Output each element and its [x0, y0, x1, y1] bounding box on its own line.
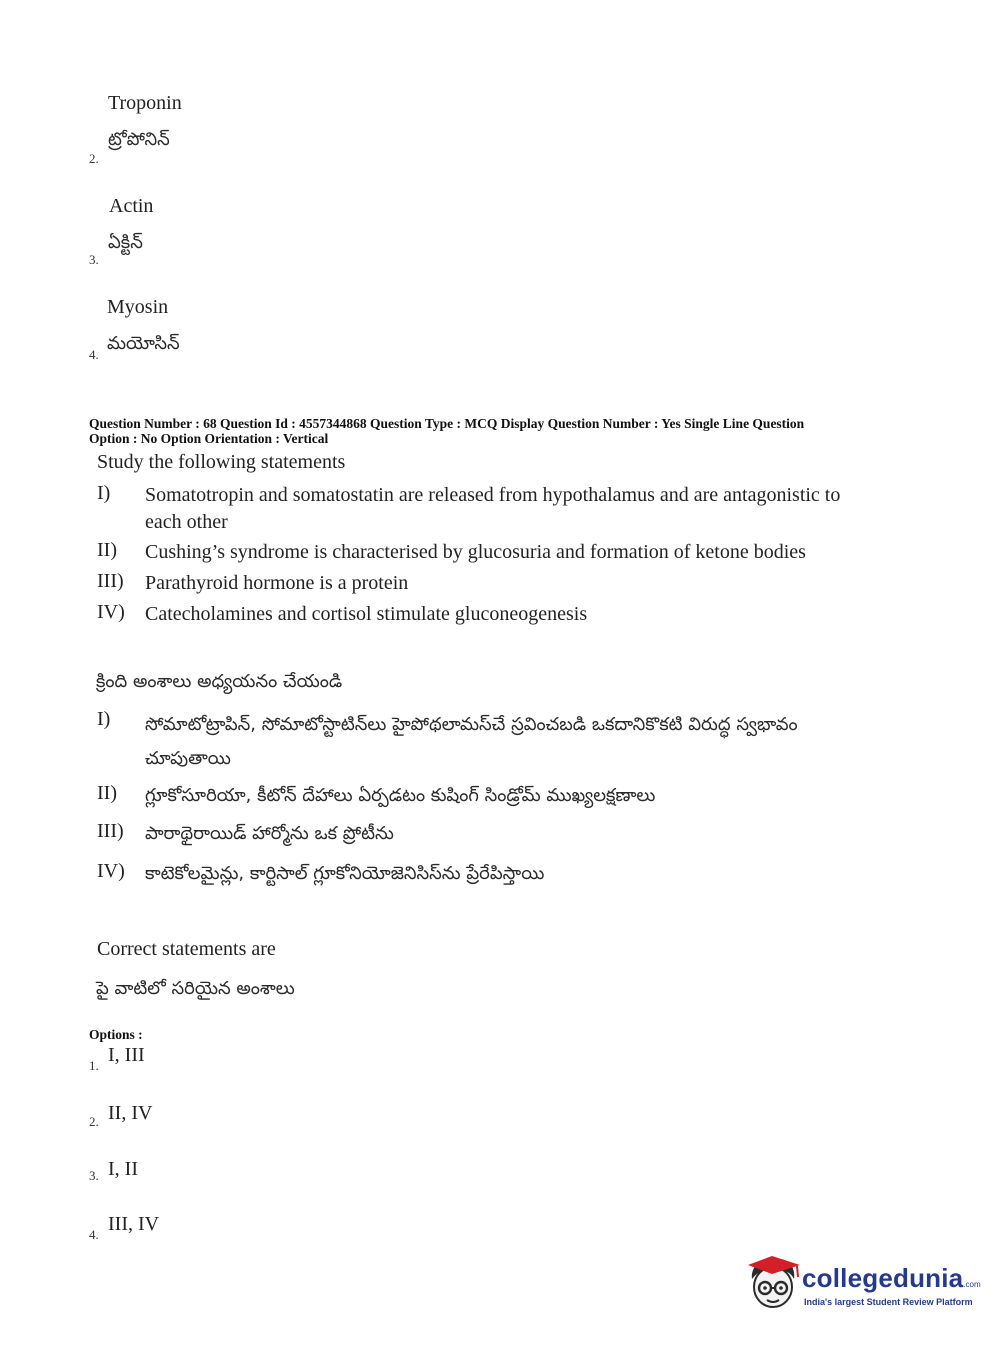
option-number: 1. — [89, 1058, 99, 1073]
question-meta-line1: Question Number : 68 Question Id : 4557344868 Question Type : MCQ Display Question Number : Yes Single Line Question — [89, 416, 805, 431]
statement-te-label: II) — [97, 782, 117, 804]
option-number: 3. — [89, 1168, 99, 1183]
question-ask-english: Correct statements are — [97, 938, 276, 960]
options-label: Options : — [89, 1027, 143, 1042]
option-text[interactable]: I, II — [108, 1158, 138, 1180]
statement-en-label: I) — [97, 482, 111, 504]
prev-option-3-telugu: ఏక్టిన్ — [108, 232, 143, 253]
option-number: 2. — [89, 1114, 99, 1129]
statement-te-label: IV) — [97, 860, 125, 882]
prev-option-2-number: 2. — [89, 151, 99, 166]
collegedunia-logo[interactable] — [742, 1251, 981, 1321]
student-mascot-icon — [742, 1253, 804, 1315]
statement-en-label: IV) — [97, 601, 125, 623]
statement-te-label: III) — [97, 820, 124, 842]
option-text[interactable]: III, IV — [108, 1213, 160, 1235]
statement-en-label: III) — [97, 570, 124, 592]
question-intro-telugu: క్రింది అంశాలు అధ్యయనం చేయండి — [96, 671, 343, 692]
question-meta-line2: Option : No Option Orientation : Vertical — [89, 431, 329, 446]
option-number: 4. — [89, 1227, 99, 1242]
question-ask-telugu: పై వాటిలో సరియైన అంశాలు — [96, 978, 295, 999]
prev-option-4-number: 4. — [89, 347, 99, 362]
statement-en-label: II) — [97, 539, 117, 561]
prev-option-4-telugu: మయోసిన్ — [107, 333, 180, 354]
prev-option-4-english: Myosin — [107, 296, 169, 318]
statement-en-text: Somatotropin and somatostatin are released from hypothalamus and are antagonistic to each other — [145, 484, 841, 533]
statement-te-text: కాటెకోలమైన్లు, కార్టిసాల్ గ్లూకోనియోజెనిసిస్‌ను ప్రేరేపిస్తాయి — [145, 863, 545, 884]
statement-en-text: Cushing’s syndrome is characterised by glucosuria and formation of ketone bodies — [145, 541, 806, 563]
statement-en-text: Catecholamines and cortisol stimulate gluconeogenesis — [145, 603, 588, 625]
prev-option-3-number: 3. — [89, 252, 99, 267]
statement-en-text: Parathyroid hormone is a protein — [145, 572, 409, 594]
question-meta — [89, 416, 989, 446]
prev-option-2-telugu: ట్రోపోనిన్ — [108, 129, 170, 150]
logo-tagline: India's largest Student Review Platform — [804, 1297, 973, 1307]
statement-te-label: I) — [97, 708, 111, 730]
option-text[interactable]: I, III — [108, 1044, 145, 1066]
question-intro-english: Study the following statements — [97, 451, 346, 473]
logo-suffix: .com — [963, 1280, 981, 1289]
logo-name: collegedunia — [802, 1263, 964, 1293]
option-text[interactable]: II, IV — [108, 1102, 153, 1124]
statement-te-text: పారాథైరాయిడ్ హార్మోను ఒక ప్రోటీను — [145, 823, 394, 844]
statement-te-text: గ్లూకోసూరియా, కీటోన్ దేహాలు ఏర్పడటం కుషింగ్ సిండ్రోమ్ ముఖ్యలక్షణాలు — [145, 785, 656, 806]
prev-option-2-english: Troponin — [108, 92, 182, 114]
statement-te-text: సోమాటోట్రాపిన్, సోమాటోస్టాటిన్‌లు హైపోథలామస్‌చే స్రవించబడి ఒకదానికొకటి విరుద్ధ స్వభావం చూపుతాయి — [145, 714, 798, 769]
prev-option-3-english: Actin — [109, 195, 154, 217]
